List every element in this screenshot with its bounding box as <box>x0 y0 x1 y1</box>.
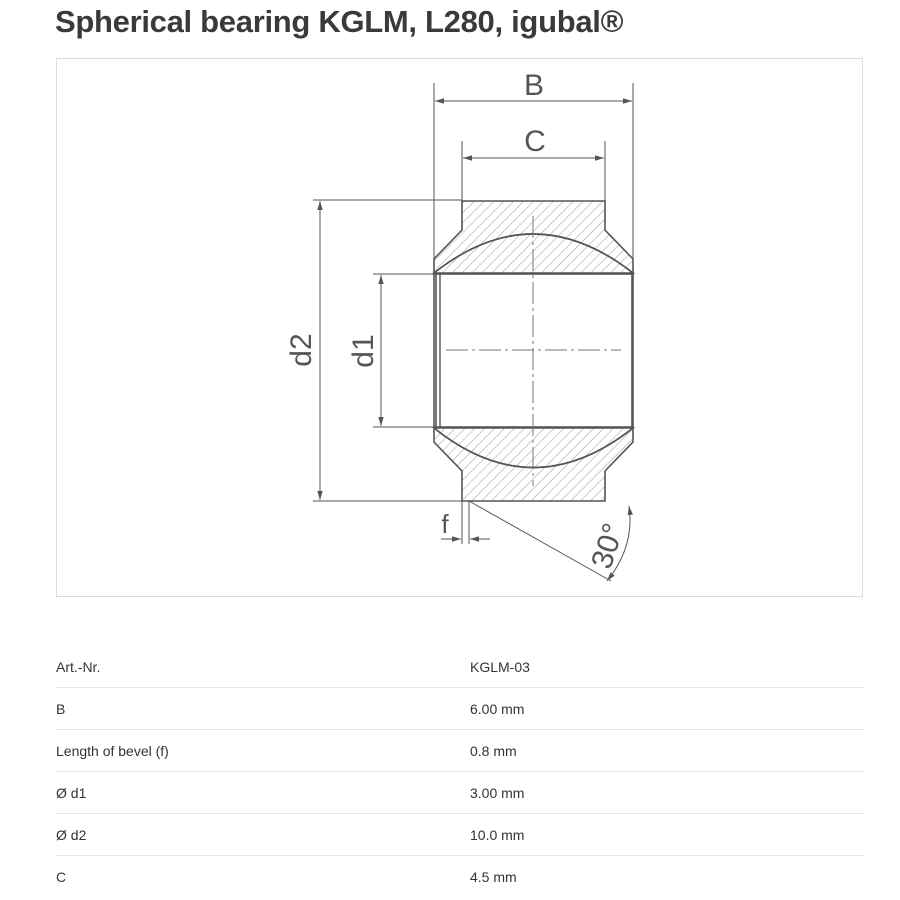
technical-drawing <box>56 58 863 597</box>
spec-value: 6.00 mm <box>470 688 864 730</box>
spec-label: Art.-Nr. <box>56 646 470 688</box>
bevel-angle-line <box>469 501 611 581</box>
spec-label: C <box>56 868 67 885</box>
spec-value: 3.00 mm <box>470 772 864 814</box>
c-dimension-label: C <box>524 125 546 158</box>
spec-label: Length of bevel (f) <box>56 730 470 772</box>
spec-label: B <box>56 688 470 730</box>
d1-dimension-label: d1 <box>347 334 380 368</box>
bearing-drawing-svg <box>57 59 864 598</box>
spec-value: 0.8 mm <box>470 730 864 772</box>
table-row <box>56 772 864 814</box>
spec-label: Ø d2 <box>56 814 470 856</box>
table-row <box>56 814 864 856</box>
table-row <box>56 646 864 688</box>
table-row <box>56 688 864 730</box>
table-row <box>56 730 864 772</box>
spec-value: 4.5 mm <box>470 868 517 885</box>
b-dimension-label: B <box>523 69 545 102</box>
spec-value: KGLM-03 <box>470 646 864 688</box>
spec-value: 10.0 mm <box>470 814 864 856</box>
specifications-table <box>56 646 864 897</box>
spec-label: Ø d1 <box>56 772 470 814</box>
angle-label: 30° <box>585 519 631 573</box>
f-dimension-label: f <box>441 509 449 539</box>
page-title: Spherical bearing KGLM, L280, igubal® <box>55 4 624 39</box>
table-row <box>56 856 864 898</box>
d2-dimension-label: d2 <box>285 333 318 367</box>
